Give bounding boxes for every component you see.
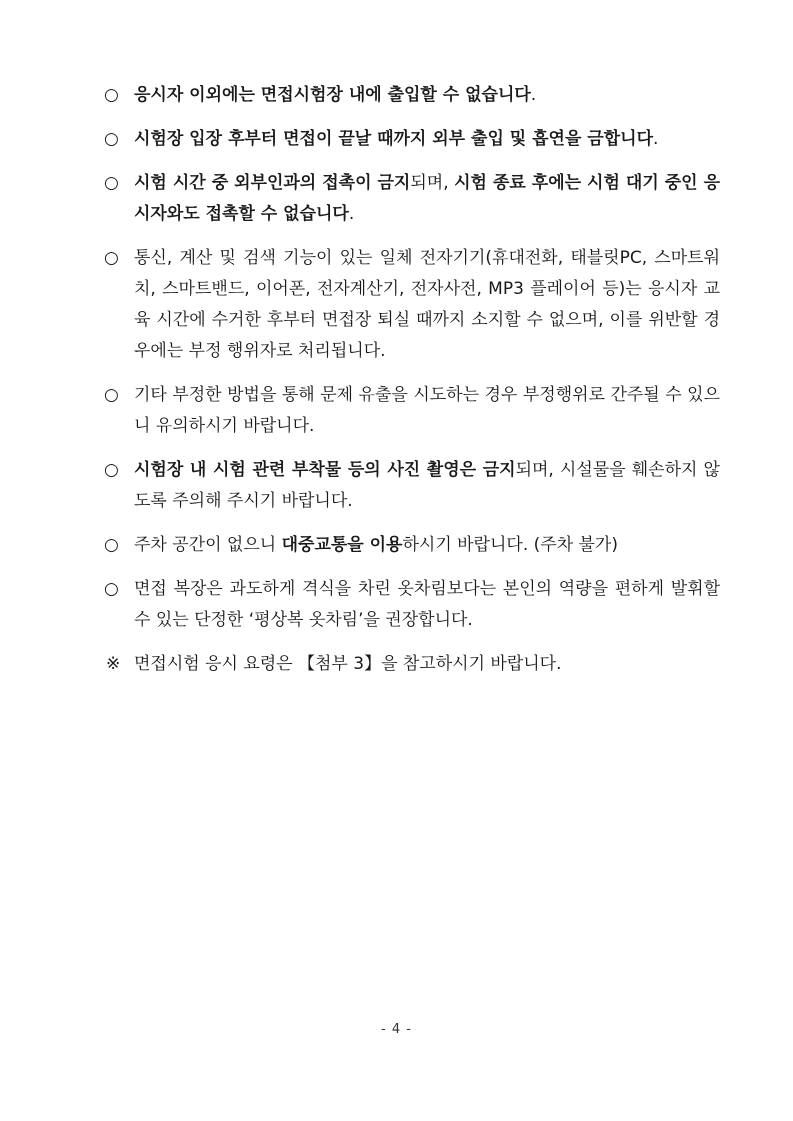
bullet-circle-icon: ○ <box>104 85 119 105</box>
list-item <box>104 380 720 442</box>
list-item <box>104 243 720 367</box>
item-text: . <box>530 85 537 105</box>
item-text-bold: 대중교통을 이용 <box>281 535 403 555</box>
item-text: 기타 부정한 방법을 통해 문제 유출을 시도하는 경우 부정행위로 간주될 수 있으니 유의하시기 바랍니다. <box>134 385 720 436</box>
bullet-circle-icon: ○ <box>104 173 119 193</box>
item-text-bold: 시험 시간 중 외부인과의 접촉이 금지 <box>134 173 411 193</box>
list-item <box>104 80 720 111</box>
bullet-circle-icon: ○ <box>104 248 119 268</box>
item-text: . <box>348 204 355 224</box>
item-text: 되며, <box>410 173 455 193</box>
list-item <box>104 168 720 230</box>
note-text: 면접시험 응시 요령은 【첨부 3】을 참고하시기 바랍니다. <box>134 654 562 674</box>
list-item <box>104 574 720 636</box>
list-item <box>104 530 720 561</box>
item-text: 되며, 시설물을 훼손하지 않도록 주의해 주시기 바랍니다. <box>134 460 720 511</box>
item-text-bold: 시험 종료 후에는 시험 대기 중인 응시자와도 접촉할 수 없습니다 <box>134 173 721 224</box>
item-text: . <box>653 129 659 149</box>
item-text: 주차 공간이 없으니 <box>134 535 282 555</box>
bullet-circle-icon: ○ <box>104 385 119 405</box>
list-item <box>104 124 720 155</box>
item-text: 하시기 바랍니다. (주차 불가) <box>402 535 618 555</box>
page-number: - 4 - <box>381 1022 412 1037</box>
item-text: 면접 복장은 과도하게 격식을 차린 옷차림보다는 본인의 역량을 편하게 발휘할 수 있는 단정한 ‘평상복 옷차림’을 권장합니다. <box>134 579 720 630</box>
reference-mark-icon: ※ <box>106 654 121 674</box>
bullet-circle-icon: ○ <box>104 535 119 555</box>
item-text: 통신, 계산 및 검색 기능이 있는 일체 전자기기(휴대전화, 태블릿PC, 스마트워치, 스마트밴드, 이어폰, 전자계산기, 전자사전, MP3 플레이어 등)는 응시자 교육 시간에 수거한 후부터 면접장 퇴실 때까지 소지할 수 없으며, 이를 위반할 경우에는 부정 행위자로 처리됩니다. <box>134 248 720 361</box>
bullet-circle-icon: ○ <box>104 129 119 149</box>
item-text-bold: 시험장 입장 후부터 면접이 끝날 때까지 외부 출입 및 흡연을 금합니다 <box>134 129 653 149</box>
reference-note <box>106 649 720 680</box>
item-text-bold: 시험장 내 시험 관련 부착물 등의 사진 촬영은 금지 <box>134 460 516 480</box>
bullet-circle-icon: ○ <box>104 460 119 480</box>
item-text-bold: 응시자 이외에는 면접시험장 내에 출입할 수 없습니다 <box>134 85 531 105</box>
bullet-circle-icon: ○ <box>104 579 119 599</box>
list-item <box>104 455 720 517</box>
notice-list <box>104 80 720 680</box>
